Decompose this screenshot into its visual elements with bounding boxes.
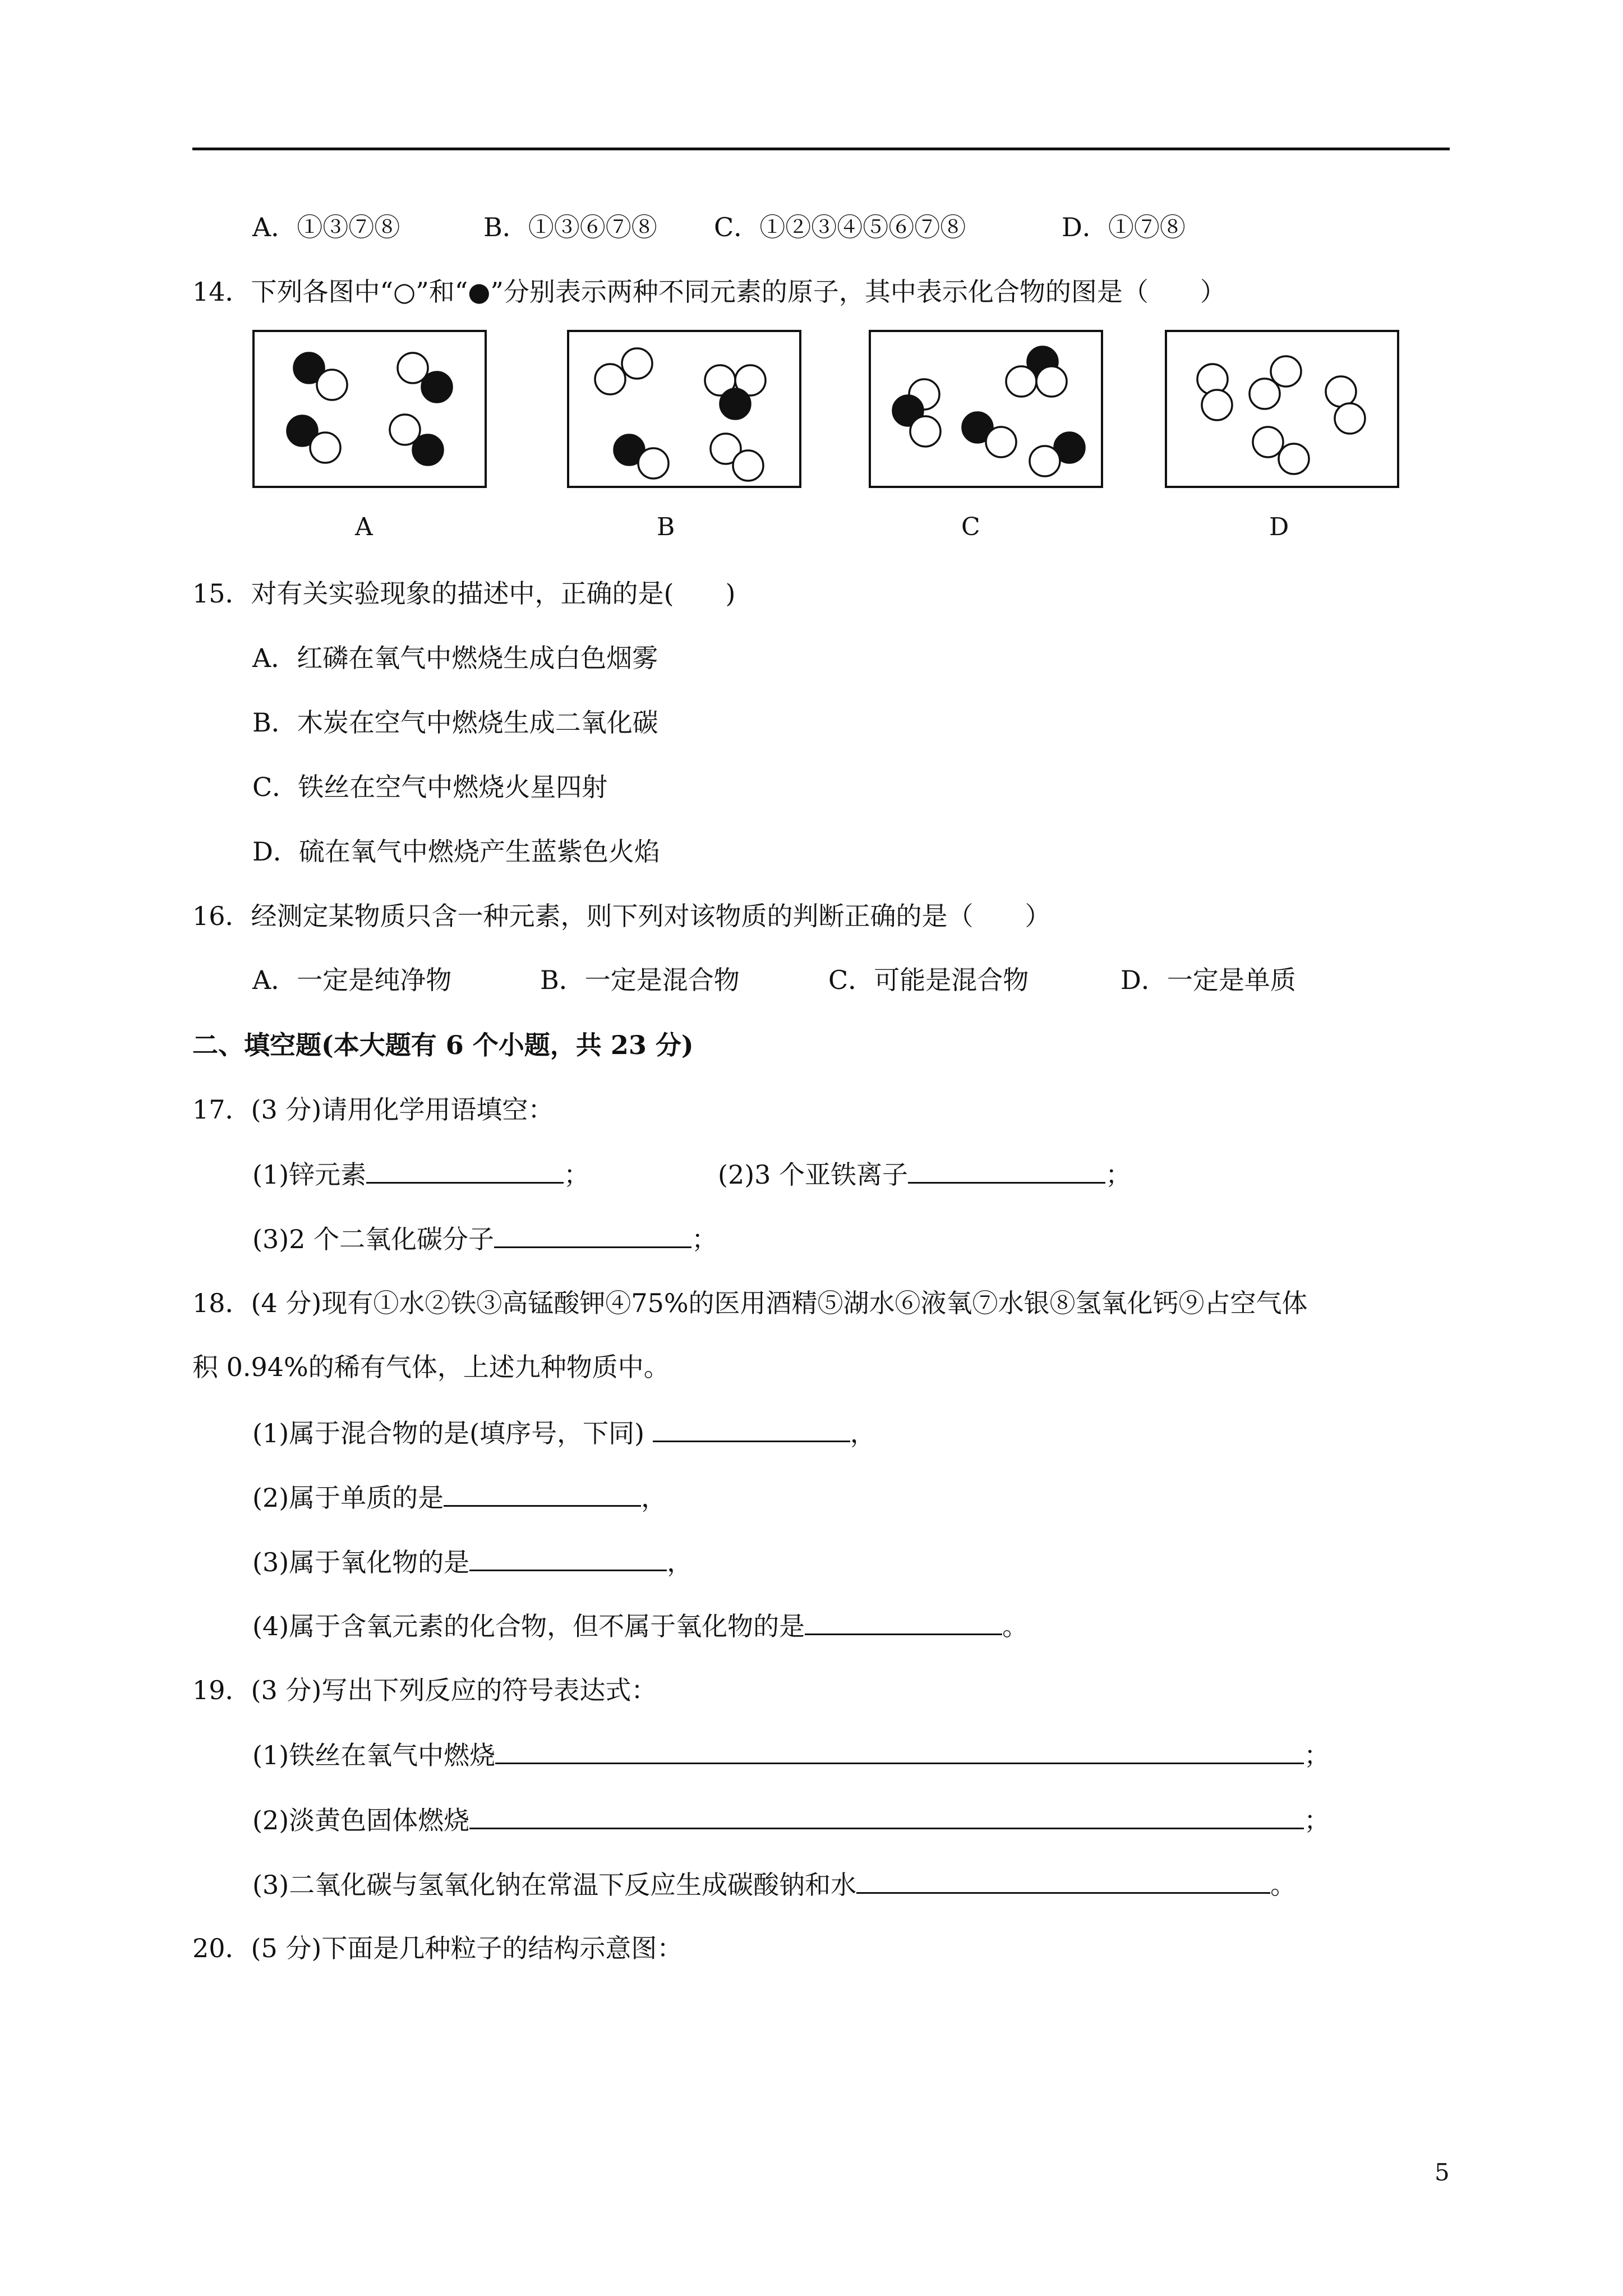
q17-part-1-label: (1)锌元素 bbox=[252, 1159, 367, 1190]
section-heading-fill-in: 二、填空题(本大题有 6 个小题，共 23 分) bbox=[192, 1030, 694, 1060]
q15-option-d: D．硫在氧气中燃烧产生蓝紫色火焰 bbox=[252, 836, 660, 867]
q18-answer-blank-3[interactable] bbox=[469, 1548, 667, 1571]
q16-option-b: B．一定是混合物 bbox=[540, 965, 740, 995]
q18-part-3-label: (3)属于氧化物的是 bbox=[252, 1547, 470, 1577]
q17-answer-blank-3[interactable] bbox=[494, 1225, 691, 1248]
q18-part-4 bbox=[252, 1612, 1028, 1639]
q14-figure-c bbox=[869, 330, 1103, 488]
q17-part-3-end: ； bbox=[691, 1224, 718, 1254]
q17-part-3 bbox=[252, 1225, 717, 1252]
q14-figure-a bbox=[252, 330, 487, 488]
q13-option-c: C．①②③④⑤⑥⑦⑧ bbox=[714, 212, 966, 242]
q18-part-2 bbox=[252, 1484, 667, 1511]
q14-label-b: B bbox=[657, 513, 675, 541]
q15-option-b: B．木炭在空气中燃烧生成二氧化碳 bbox=[252, 707, 658, 738]
q19-part-2 bbox=[252, 1806, 1330, 1833]
q17-stem: 17．(3 分)请用化学用语填空： bbox=[192, 1094, 554, 1125]
q17-part-1-end: ； bbox=[564, 1159, 590, 1190]
q18-answer-blank-1[interactable] bbox=[653, 1419, 850, 1442]
q19-part-3 bbox=[252, 1871, 1296, 1898]
q13-option-b: B．①③⑥⑦⑧ bbox=[483, 212, 657, 242]
q17-part-2-label: (2)3 个亚铁离子 bbox=[718, 1159, 909, 1190]
q18-part-1-end: ， bbox=[850, 1418, 876, 1448]
q18-part-1-label: (1)属于混合物的是(填序号，下同) bbox=[252, 1418, 645, 1448]
q16-option-c: C．可能是混合物 bbox=[828, 965, 1029, 995]
q19-answer-blank-3[interactable] bbox=[856, 1871, 1270, 1894]
q17-part-3-label: (3)2 个二氧化碳分子 bbox=[252, 1224, 495, 1254]
q18-part-3 bbox=[252, 1548, 693, 1575]
q19-part-3-end: 。 bbox=[1270, 1870, 1297, 1900]
q19-stem: 19．(3 分)写出下列反应的符号表达式： bbox=[192, 1675, 657, 1705]
q18-stem-line-1: 18．(4 分)现有①水②铁③高锰酸钾④75%的医用酒精⑤湖水⑥液氧⑦水银⑧氢氧化钙⑨占空气体 bbox=[192, 1288, 1308, 1318]
q17-part-2 bbox=[718, 1161, 1131, 1188]
q19-answer-blank-2[interactable] bbox=[469, 1806, 1304, 1829]
q19-part-1-end: ； bbox=[1304, 1740, 1330, 1770]
q14-stem: 14．下列各图中“○”和“●”分别表示两种不同元素的原子，其中表示化合物的图是（ ） bbox=[192, 277, 1226, 307]
q19-answer-blank-1[interactable] bbox=[495, 1741, 1304, 1764]
q16-option-a: A．一定是纯净物 bbox=[252, 965, 452, 995]
q14-figure-d bbox=[1165, 330, 1399, 488]
q14-label-a: A bbox=[355, 513, 373, 541]
q17-answer-blank-2[interactable] bbox=[908, 1161, 1105, 1184]
q19-part-3-label: (3)二氧化碳与氢氧化钠在常温下反应生成碳酸钠和水 bbox=[252, 1870, 857, 1900]
q14-figure-b bbox=[567, 330, 801, 488]
q13-option-d: D．①⑦⑧ bbox=[1062, 212, 1186, 242]
q15-option-a: A．红磷在氧气中燃烧生成白色烟雾 bbox=[252, 643, 658, 673]
q17-part-1 bbox=[252, 1161, 589, 1188]
q18-part-4-end: 。 bbox=[1002, 1611, 1029, 1641]
q13-option-a: A．①③⑦⑧ bbox=[252, 212, 400, 242]
q15-option-c: C．铁丝在空气中燃烧火星四射 bbox=[252, 772, 608, 802]
q18-part-4-label: (4)属于含氧元素的化合物，但不属于氧化物的是 bbox=[252, 1611, 805, 1641]
q19-part-1 bbox=[252, 1741, 1330, 1768]
q17-answer-blank-1[interactable] bbox=[366, 1161, 564, 1184]
q16-stem: 16．经测定某物质只含一种元素，则下列对该物质的判断正确的是（ ） bbox=[192, 901, 1051, 931]
q14-label-c: C bbox=[961, 513, 980, 541]
q14-label-d: D bbox=[1269, 513, 1289, 541]
q19-part-2-end: ； bbox=[1304, 1805, 1330, 1835]
q19-part-1-label: (1)铁丝在氧气中燃烧 bbox=[252, 1740, 496, 1770]
q19-part-2-label: (2)淡黄色固体燃烧 bbox=[252, 1805, 470, 1835]
q20-stem: 20．(5 分)下面是几种粒子的结构示意图： bbox=[192, 1933, 683, 1963]
q15-stem: 15．对有关实验现象的描述中，正确的是( ) bbox=[192, 578, 736, 609]
q18-stem-line-2: 积 0.94%的稀有气体，上述九种物质中。 bbox=[192, 1352, 670, 1382]
q16-option-d: D．一定是单质 bbox=[1121, 965, 1296, 995]
q18-answer-blank-4[interactable] bbox=[805, 1612, 1002, 1635]
q17-part-2-end: ； bbox=[1105, 1159, 1132, 1190]
page-number: 5 bbox=[1435, 2159, 1450, 2186]
header-rule bbox=[192, 148, 1450, 150]
q18-part-2-end: ， bbox=[641, 1483, 667, 1513]
q18-part-3-end: ， bbox=[667, 1547, 693, 1577]
q18-part-2-label: (2)属于单质的是 bbox=[252, 1483, 444, 1513]
q18-part-1 bbox=[252, 1419, 876, 1446]
q18-answer-blank-2[interactable] bbox=[444, 1484, 641, 1507]
